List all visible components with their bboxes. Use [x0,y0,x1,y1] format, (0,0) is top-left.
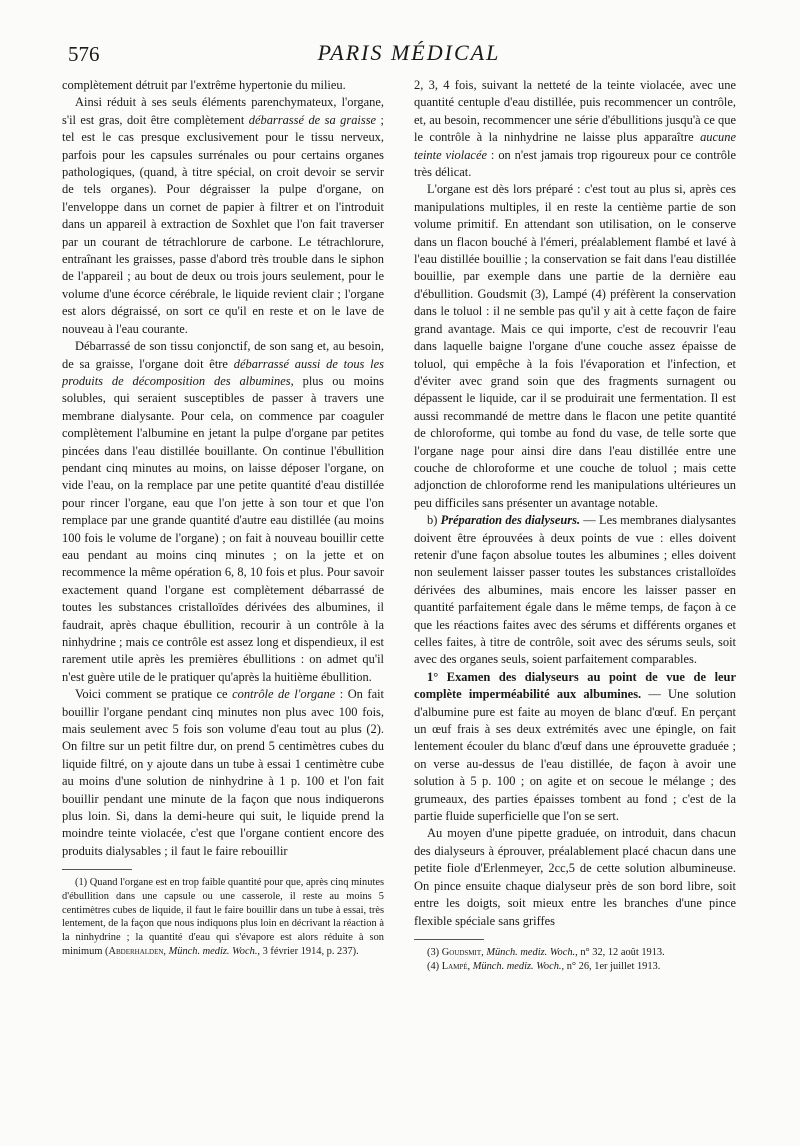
emphasis: aucune teinte violacée [414,130,736,162]
paragraph: L'organe est dès lors préparé : c'est tout au plus si, après ces manipulations multiples, il en reste la centième partie de son volume primitif. En attendant son utilisation, on le conserve dans un flacon bouché à l'émeri, préalablement flambé et lavé à l'eau distillée bouillie ; la conservation se fait dans l'eau distillée bouillie, par exemple dans une partie de la dernière eau d'ébullition. Goudsmit (3), Lampé (4) préfèrent la conservation dans le toluol : il ne semble pas qu'il y ait à cette façon de faire grand avantage. Mais ce qui importe, c'est de recouvrir l'eau dans laquelle baigne l'organe d'une couche assez épaisse de toluol, qui empêche à la fois l'évaporation et l'infection, et d'éviter avec grand soin que des fragments surnagent ou dépassent le liquide, car il se produirait une fermentation. Il est aussi recommandé de mettre dans le flacon une petite quantité de chloroforme, qui tombe au fond du vase, de telle sorte que l'organe nage pour ainsi dire dans l'eau distillée entre une couche de chloroforme et une couche de toluol ; mais cette adjonction de chloroforme rend les manipulations ultérieures un peu difficiles sans présenter un avantage notable. [414,182,736,510]
author: Goudsmit [441,946,482,958]
text-run: 2, 3, 4 fois, suivant la netteté de la teinte violacée, avec une quantité centuple d'eau distillée, puis recommencer un contrôle, et, au besoin, recommencer une série d'ébullitions jusqu'à ce que le contrôle à la ninhydrine ne laisse plus apparaître [414,78,736,145]
text-run: Ainsi réduit à ses seuls éléments parenchymateux, l'organe, s'il est gras, doit être complètement [62,95,384,127]
journal: Münch. mediz. Woch. [168,945,258,957]
footnote: (4) Lampé, Münch. mediz. Woch., n° 26, 1er juillet 1913. [427,960,661,972]
journal: Münch. mediz. Woch. [486,946,576,958]
running-title: PARIS MÉDICAL [317,40,501,65]
text-run: : On fait bouillir l'organe pendant cinq minutes non plus avec 100 fois, mais seulement avec 5 fois son volume d'eau tout au plus (2). On filtre sur un petit filtre dur, on prend 5 centimètres cubes du liquide filtré, on y ajoute dans un tube à essai 1 centimètre cube au moins d'une solution de ninhydrine à 1 p. 100 et l'on fait bouillir pendant une minute de la façon que nous indiquerons plus loin. Si, dans la demi-heure qui suit, le liquide prend la moindre teinte violacée, c'est que l'organe contient encore des produits dialysables ; il faut le faire rebouillir [62,687,384,858]
text-run: Voici comment se pratique ce [75,687,233,702]
journal: Münch. mediz. Woch. [472,960,562,972]
text-run: , n° 26, 1er juillet 1913. [561,960,661,972]
paragraph [414,669,736,826]
paragraph [414,77,736,181]
section-heading: Préparation des dialyseurs. [440,513,581,528]
left-column [62,77,384,959]
author: Abderhalden [108,945,164,957]
text-run: (3) [427,946,442,958]
subsection-heading: 1° Examen des dialyseurs au point de vue de leur complète imperméabilité aux albumines. [414,669,736,702]
paragraph: complètement détruit par l'extrême hypertonie du milieu. [62,78,346,92]
text-run: Débarrassé de son tissu conjonctif, de son sang et, au besoin, de sa graisse, l'organe doit être [62,339,384,371]
text-run: ; tel est le cas presque exclusivement pour le tissu nerveux, parfois pour les capsules surrénales ou pour certains organes pathologiques, (quand, à titre spécial, on croit devoir se servir de tels organes). Pour dégraisser la pulpe d'organe, on l'enveloppe dans un cornet de papier à filtrer et on l'introduit dans un appareil à extraction de Soxhlet que l'on fait traverser par un courant de tétrachlorure de carbone. Le tétrachlorure, entraînant les graisses, passe d'abord très trouble dans le siphon de l'appareil ; au bout de deux ou trois jours seulement, pour le volume d'une écorce cérébrale, le liquide revient clair ; l'organe est alors dégraissé, on sort ce qu'il en reste et on le lave de nouveau à l'eau courante. [62,112,384,336]
paragraph [414,512,736,669]
paragraph [62,338,384,686]
paragraph [62,686,384,860]
footnote: (3) Goudsmit, Münch. mediz. Woch., n° 32, 12 août 1913. [427,946,665,958]
emphasis: débarrassé de sa graisse [248,112,377,127]
emphasis: contrôle de l'organe [232,687,336,702]
footnotes-left [62,876,384,958]
paragraph [62,94,384,338]
footnotes-right [414,946,736,973]
text-run: , n° 32, 12 août 1913. [575,946,665,958]
paragraph: Au moyen d'une pipette graduée, on introduit, dans chacun des dialyseurs à éprouver, préalablement placé chacun dans une petite fiole d'Erlenmeyer, 2cc,5 de cette solution albumineuse. On pince ensuite chaque dialyseur près de son bord libre, soit entre les doigts, soit mieux entre les branches d'une pince flexible spéciale sans griffes [414,826,736,928]
text-run: (1) Quand l'organe est en trop faible quantité pour que, après cinq minutes d'ébullition dans une capsule ou une casserole, il reste au moins 5 centimètres cubes de liquide, il faut le faire bouillir dans un tube à essai, très lentement, de la façon que nous indiquons plus loin en décrivant la réaction à la ninhydrine ; la quantité d'eau qui s'évapore est alors réduite à son minimum ( [62,877,384,957]
text-run: , plus ou moins solubles, qui seraient susceptibles de passer à travers une membrane dialysante. Pour cela, on commence par coaguler complètement l'albumine en jetant la pulpe d'organe par petites pincées dans l'eau distillée bouillante. On continue l'ébullition pendant cinq minutes au moins, on laisse déposer l'organe, on vide l'eau, on la remplace par une petite quantité d'eau distillée pour rincer l'organe, eau que l'on jette à son tour et que l'on remplace par une grande quantité d'autre eau distillée (au moins 100 fois le volume de l'organe) ; on fait à nouveau bouillir cette eau pendant au moins cinq minutes ; on la jette et on recommence la même opération 6, 8, 10 fois et plus. Pour savoir exactement quand l'organe est complètement débarrassé de toutes les substances cristalloïdes dérivées des albumines, il faudrait, après chaque ébullition, recourir à un contrôle à la ninhydrine ; mais ce contrôle est assez long et dispendieux, il est rarement utile après les premières ébullitions : on admet qu'il n'est guère utile de le pratiquer qu'après la huitième ébullition. [62,373,384,684]
text-run: b) [427,513,441,528]
text-run: — Les membranes dialysantes doivent être éprouvées à deux points de vue : elles doivent retenir d'une façon absolue toutes les albumines ; elles doivent non seulement laisser passer toutes les substances cristalloïdes dérivées des albumines, mais encore les laisser passer en quantité parfaitement égale dans le même temps, de façon à ce que les réactions faites avec des sérums et différents organes et celles faites, à titre de contrôle, soit avec des sérums seuls, soit avec des organes seuls, soient parfaitement comparables. [414,513,736,667]
author: Lampé [441,960,468,972]
footnote-divider [414,939,484,940]
emphasis: débarrassé aussi de tous les produits de décomposition des albumines [62,356,384,388]
footnote: (1) Quand l'organe est en trop faible quantité pour que, après cinq minutes d'ébullition dans une capsule ou une casserole, il reste au moins 5 centimètres cubes de liquide, il faut le faire bouillir dans un tube à essai, très lentement, de la façon que nous indiquons plus loin en décrivant la réaction à la ninhydrine ; la quantité d'eau qui s'évapore est alors réduite à son minimum (Abderhalden, Münch. mediz. Woch., 3 février 1914, p. 237). [62,877,384,957]
text-run: (4) [427,960,442,972]
footnote-divider [62,869,132,870]
text-run: : on n'est jamais trop rigoureux pour ce contrôle très délicat. [414,147,736,180]
text-run: — Une solution d'albumine pure est faite au moyen de blanc d'œuf. En perçant un œuf frais à ses deux extrémités avec une épingle, on fait lentement écouler du blanc d'œuf dans une éprouvette graduée ; on verse au-dessus de l'eau distillée, de façon à avoir une solution à 5 p. 100 ; on agite et on secoue le mélange ; des grumeaux, des parties épaisses tombent au fond ; c'est de la partie fluide superficielle que l'on se sert. [414,687,736,824]
page-number: 576 [68,42,100,66]
page-header [58,40,760,70]
right-column [414,77,736,973]
text-run: , 3 février 1914, p. 237). [257,945,359,957]
